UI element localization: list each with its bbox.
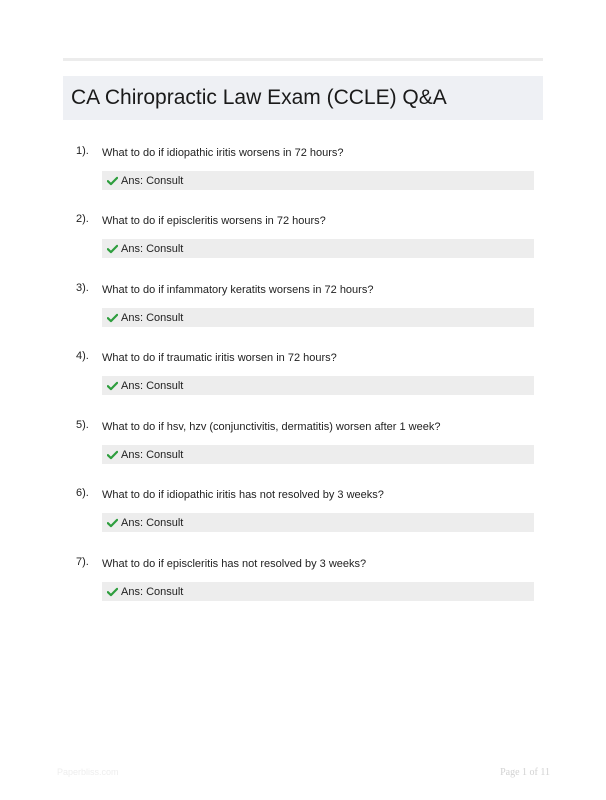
footer-watermark: Paperbliss.com [57, 767, 119, 777]
answer-text: Ans: Consult [121, 585, 184, 598]
answer-text: Ans: Consult [121, 174, 184, 187]
check-icon [107, 587, 118, 597]
check-icon [107, 381, 118, 391]
qa-item [0, 145, 606, 205]
question-number: 2). [76, 213, 89, 225]
check-icon [107, 313, 118, 323]
page-number: Page 1 of 11 [500, 767, 550, 778]
qa-item [0, 282, 606, 342]
question-number: 4). [76, 350, 89, 362]
question-number: 1). [76, 145, 89, 157]
question-text: What to do if infammatory keratits worsens in 72 hours? [102, 284, 374, 296]
qa-item [0, 487, 606, 547]
check-icon [107, 176, 118, 186]
question-text: What to do if idiopathic iritis worsens in 72 hours? [102, 147, 344, 159]
question-text: What to do if hsv, hzv (conjunctivitis, dermatitis) worsen after 1 week? [102, 421, 441, 433]
question-text: What to do if idiopathic iritis has not resolved by 3 weeks? [102, 489, 384, 501]
qa-item [0, 350, 606, 410]
qa-item [0, 419, 606, 479]
qa-item [0, 556, 606, 616]
answer-text: Ans: Consult [121, 379, 184, 392]
answer-text: Ans: Consult [121, 242, 184, 255]
check-icon [107, 244, 118, 254]
question-text: What to do if episcleritis worsens in 72 hours? [102, 215, 326, 227]
answer-text: Ans: Consult [121, 311, 184, 324]
question-number: 7). [76, 556, 89, 568]
answer-box [102, 582, 534, 601]
question-number: 5). [76, 419, 89, 431]
question-text: What to do if traumatic iritis worsen in 72 hours? [102, 352, 337, 364]
answer-box [102, 445, 534, 464]
question-number: 3). [76, 282, 89, 294]
answer-box [102, 239, 534, 258]
check-icon [107, 518, 118, 528]
answer-box [102, 376, 534, 395]
answer-box [102, 171, 534, 190]
question-text: What to do if episcleritis has not resolved by 3 weeks? [102, 558, 367, 570]
answer-box [102, 513, 534, 532]
question-number: 6). [76, 487, 89, 499]
check-icon [107, 450, 118, 460]
answer-text: Ans: Consult [121, 516, 184, 529]
answer-text: Ans: Consult [121, 448, 184, 461]
answer-box [102, 308, 534, 327]
document-title: CA Chiropractic Law Exam (CCLE) Q&A [71, 86, 447, 109]
qa-item [0, 213, 606, 273]
